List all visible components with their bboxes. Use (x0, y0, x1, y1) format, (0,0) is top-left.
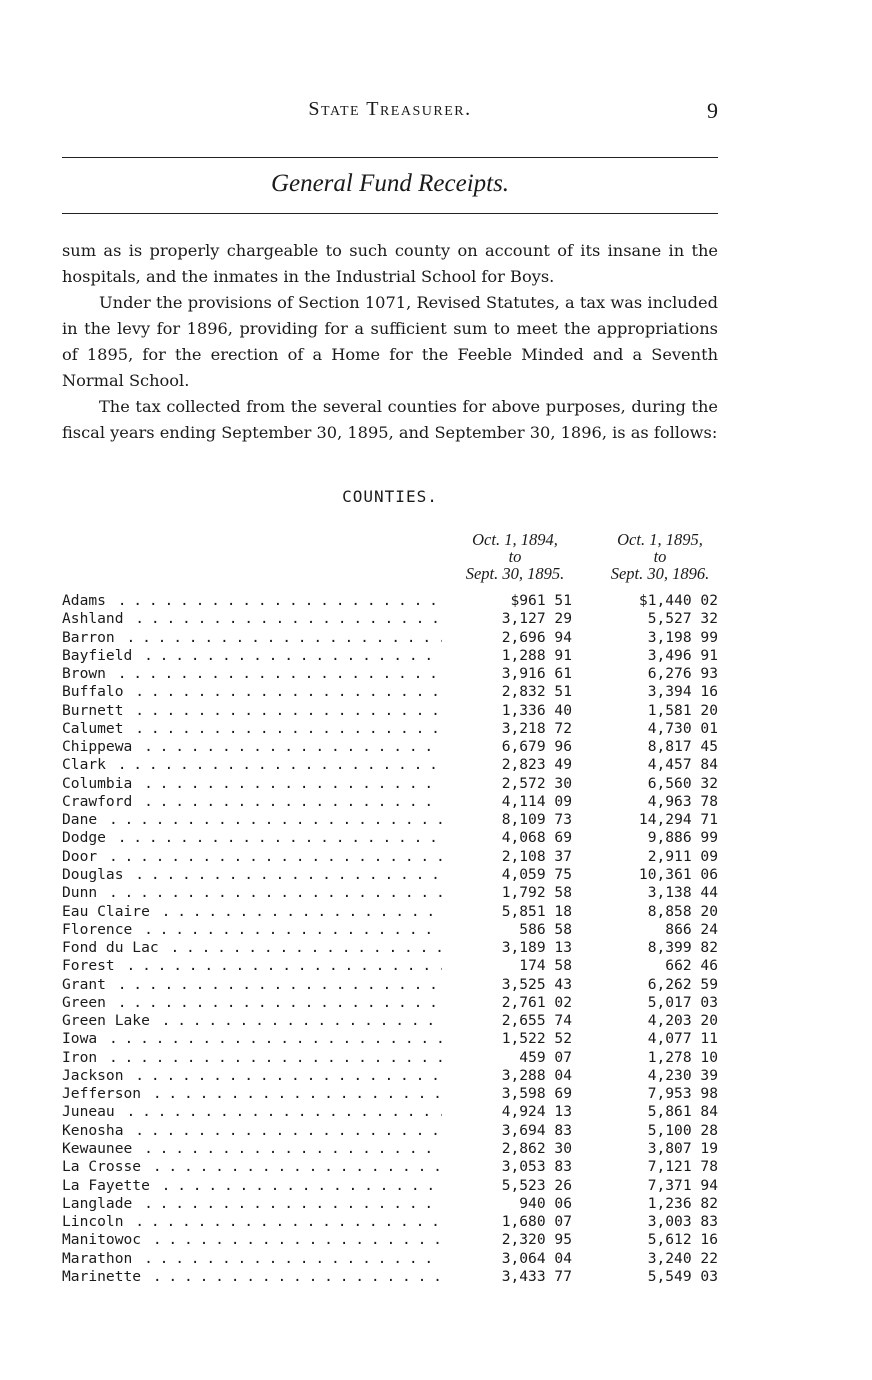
amount-1896: 14,294 71 (638, 811, 718, 829)
county-name: Green Lake (62, 1012, 154, 1029)
amount-1896: 10,361 06 (638, 865, 718, 883)
amount-1895: 2,108 37 (501, 847, 572, 865)
table-row (62, 903, 722, 921)
county-name: Douglas (62, 866, 128, 883)
county-name: Calumet (62, 720, 128, 737)
amount-1895: 3,525 43 (501, 975, 572, 993)
table-row (62, 1213, 722, 1231)
amount-1896: 1,581 20 (647, 701, 718, 719)
table-row (62, 756, 722, 774)
table-row (62, 720, 722, 738)
amount-1896: 4,230 39 (647, 1066, 718, 1084)
table-title: COUNTIES. (342, 487, 438, 506)
county-cell (62, 610, 442, 628)
table-row (62, 811, 722, 829)
amount-1895: 940 06 (519, 1194, 572, 1212)
table-row (62, 1103, 722, 1121)
amount-1896: 4,457 84 (647, 756, 718, 774)
county-cell (62, 629, 442, 647)
county-name: La Fayette (62, 1177, 154, 1194)
county-cell (62, 1012, 442, 1030)
amount-1896: 662 46 (665, 957, 718, 975)
body-text (62, 238, 718, 446)
table-row (62, 647, 722, 665)
county-name: Florence (62, 921, 136, 938)
column-header-1896 (585, 531, 735, 582)
amount-1895: 2,696 94 (501, 628, 572, 646)
amount-1896: 3,138 44 (647, 884, 718, 902)
column-header-line: Oct. 1, 1894, (472, 530, 558, 549)
table-row (62, 884, 722, 902)
paragraph: The tax collected from the several counties for above purposes, during the fiscal years ending September 30, 1895, and September 30, 1896, is as follows: (62, 397, 718, 442)
amount-1895: 2,572 30 (501, 774, 572, 792)
amount-1896: 3,496 91 (647, 646, 718, 664)
paragraph: sum as is properly chargeable to such county on account of its insane in the hospitals, and the inmates in the Industrial School for Boys. (62, 241, 718, 286)
amount-1895: 3,064 04 (501, 1249, 572, 1267)
amount-1896: 3,198 99 (647, 628, 718, 646)
county-cell (62, 994, 442, 1012)
table-row (62, 1030, 722, 1048)
amount-1895: 6,679 96 (501, 738, 572, 756)
county-cell (62, 1231, 442, 1249)
amount-1895: 3,916 61 (501, 665, 572, 683)
county-name: Grant (62, 976, 110, 993)
column-header-line: Sept. 30, 1896. (610, 564, 710, 583)
county-cell (62, 1103, 442, 1121)
county-cell (62, 1122, 442, 1140)
county-cell (62, 592, 442, 610)
county-cell (62, 756, 442, 774)
county-name: Forest (62, 957, 119, 974)
table-row (62, 793, 722, 811)
paragraph: Under the provisions of Section 1071, Revised Statutes, a tax was included in the levy for 1896, providing for a sufficient sum to meet the appropriations of 1895, for the erection of a Home for the Feeble Minded and a Seventh Normal School. (62, 293, 718, 390)
county-cell (62, 811, 442, 829)
county-name: Langlade (62, 1195, 136, 1212)
table-row (62, 829, 722, 847)
county-cell (62, 939, 442, 957)
amount-1895: 3,218 72 (501, 719, 572, 737)
county-cell (62, 976, 442, 994)
amount-1896: 7,371 94 (647, 1176, 718, 1194)
amount-1895: 3,127 29 (501, 610, 572, 628)
county-cell (62, 866, 442, 884)
county-name: Juneau (62, 1103, 119, 1120)
county-name: Buffalo (62, 683, 128, 700)
amount-1895: 2,761 02 (501, 993, 572, 1011)
table-row (62, 1158, 722, 1176)
table-row (62, 629, 722, 647)
amount-1896: 5,017 03 (647, 993, 718, 1011)
section-heading: General Fund Receipts. (270, 170, 510, 197)
amount-1896: 5,861 84 (647, 1103, 718, 1121)
amount-1895: 4,059 75 (501, 865, 572, 883)
table-row (62, 976, 722, 994)
amount-1896: 3,003 83 (647, 1213, 718, 1231)
amount-1896: 5,527 32 (647, 610, 718, 628)
amount-1895: 4,114 09 (501, 792, 572, 810)
county-cell (62, 738, 442, 756)
column-header-line: Sept. 30, 1895. (465, 564, 565, 583)
county-cell (62, 903, 442, 921)
county-cell (62, 1250, 442, 1268)
running-head (62, 98, 718, 128)
county-name: Brown (62, 665, 110, 682)
amount-1896: 8,858 20 (647, 902, 718, 920)
amount-1895: 459 07 (519, 1048, 572, 1066)
table-row (62, 1067, 722, 1085)
county-cell (62, 1213, 442, 1231)
amount-1896: 3,240 22 (647, 1249, 718, 1267)
table-row (62, 1012, 722, 1030)
county-name: Adams (62, 592, 110, 609)
county-name: Iron (62, 1049, 101, 1066)
county-name: Door (62, 848, 101, 865)
county-table (62, 592, 722, 1286)
county-name: Columbia (62, 775, 136, 792)
amount-1895: 174 58 (519, 957, 572, 975)
amount-1896: 3,807 19 (647, 1139, 718, 1157)
column-header-line: to (653, 547, 667, 566)
county-name: Iowa (62, 1030, 101, 1047)
county-cell (62, 1195, 442, 1213)
table-row (62, 957, 722, 975)
county-cell (62, 683, 442, 701)
table-row (62, 1250, 722, 1268)
county-name: Jackson (62, 1067, 128, 1084)
amount-1896: 9,886 99 (647, 829, 718, 847)
table-row (62, 1122, 722, 1140)
county-cell (62, 793, 442, 811)
county-cell (62, 848, 442, 866)
table-row (62, 866, 722, 884)
amount-1895: 1,680 07 (501, 1213, 572, 1231)
county-cell (62, 720, 442, 738)
amount-1895: 2,823 49 (501, 756, 572, 774)
page-number: 9 (707, 98, 718, 123)
county-name: Marathon (62, 1250, 136, 1267)
column-header-line: to (508, 547, 522, 566)
table-row (62, 683, 722, 701)
table-row (62, 1268, 722, 1286)
amount-1895: 3,598 69 (501, 1085, 572, 1103)
table-row (62, 1177, 722, 1195)
amount-1896: 8,399 82 (647, 939, 718, 957)
amount-1895: 2,832 51 (501, 683, 572, 701)
table-row (62, 1085, 722, 1103)
amount-1895: 3,189 13 (501, 939, 572, 957)
top-rule (62, 157, 718, 158)
county-cell (62, 1030, 442, 1048)
table-row (62, 939, 722, 957)
table-row (62, 848, 722, 866)
amount-1896: 6,276 93 (647, 665, 718, 683)
amount-1895: 1,792 58 (501, 884, 572, 902)
county-name: Kewaunee (62, 1140, 136, 1157)
county-name: Eau Claire (62, 903, 154, 920)
table-row (62, 921, 722, 939)
amount-1896: 1,278 10 (647, 1048, 718, 1066)
amount-1895: 2,862 30 (501, 1139, 572, 1157)
amount-1895: 3,053 83 (501, 1158, 572, 1176)
county-name: Burnett (62, 702, 128, 719)
county-cell (62, 829, 442, 847)
county-name: Ashland (62, 610, 128, 627)
amount-1896: 4,730 01 (647, 719, 718, 737)
table-row (62, 702, 722, 720)
amount-1895: 3,288 04 (501, 1066, 572, 1084)
table-row (62, 775, 722, 793)
amount-1896: 6,560 32 (647, 774, 718, 792)
county-cell (62, 665, 442, 683)
county-name: Crawford (62, 793, 136, 810)
amount-1896: 1,236 82 (647, 1194, 718, 1212)
amount-1895: 4,924 13 (501, 1103, 572, 1121)
county-name: Chippewa (62, 738, 136, 755)
amount-1895: 5,851 18 (501, 902, 572, 920)
amount-1896: 5,549 03 (647, 1267, 718, 1285)
amount-1896: 866 24 (665, 920, 718, 938)
column-header-1895 (440, 531, 590, 582)
county-cell (62, 957, 442, 975)
column-header-line: Oct. 1, 1895, (617, 530, 703, 549)
county-name: Barron (62, 629, 119, 646)
county-cell (62, 1067, 442, 1085)
county-name: Green (62, 994, 110, 1011)
county-cell (62, 1268, 442, 1286)
amount-1896: 6,262 59 (647, 975, 718, 993)
amount-1895: 2,320 95 (501, 1231, 572, 1249)
amount-1896: 2,911 09 (647, 847, 718, 865)
table-row (62, 1231, 722, 1249)
county-name: Bayfield (62, 647, 136, 664)
county-cell (62, 1177, 442, 1195)
amount-1895: 1,336 40 (501, 701, 572, 719)
amount-1896: 4,077 11 (647, 1030, 718, 1048)
amount-1895: 5,523 26 (501, 1176, 572, 1194)
county-cell (62, 775, 442, 793)
amount-1895: 586 58 (519, 920, 572, 938)
amount-1895: 2,655 74 (501, 1012, 572, 1030)
table-row (62, 1195, 722, 1213)
county-cell (62, 1049, 442, 1067)
county-cell (62, 647, 442, 665)
amount-1896: 7,953 98 (647, 1085, 718, 1103)
table-row (62, 665, 722, 683)
amount-1895: 3,694 83 (501, 1121, 572, 1139)
amount-1896: 4,203 20 (647, 1012, 718, 1030)
amount-1896: 8,817 45 (647, 738, 718, 756)
amount-1896: 4,963 78 (647, 792, 718, 810)
county-cell (62, 1140, 442, 1158)
county-cell (62, 1158, 442, 1176)
county-name: Manitowoc (62, 1231, 145, 1248)
table-row (62, 592, 722, 610)
table-row (62, 610, 722, 628)
county-name: Marinette (62, 1268, 145, 1285)
county-name: Fond du Lac (62, 939, 163, 956)
county-name: Lincoln (62, 1213, 128, 1230)
table-row (62, 738, 722, 756)
amount-1895: 4,068 69 (501, 829, 572, 847)
table-row (62, 1140, 722, 1158)
amount-1895: 8,109 73 (501, 811, 572, 829)
amount-1896: 5,612 16 (647, 1231, 718, 1249)
amount-1895: 1,288 91 (501, 646, 572, 664)
amount-1896: 7,121 78 (647, 1158, 718, 1176)
table-row (62, 1049, 722, 1067)
county-cell (62, 921, 442, 939)
county-name: Kenosha (62, 1122, 128, 1139)
county-name: Dunn (62, 884, 101, 901)
running-title: State Treasurer. (308, 98, 472, 120)
county-cell (62, 702, 442, 720)
county-name: La Crosse (62, 1158, 145, 1175)
table-row (62, 994, 722, 1012)
county-cell (62, 884, 442, 902)
amount-1896: 5,100 28 (647, 1121, 718, 1139)
county-cell (62, 1085, 442, 1103)
amount-1896: $1,440 02 (638, 592, 718, 609)
amount-1896: 3,394 16 (647, 683, 718, 701)
county-name: Clark (62, 756, 110, 773)
amount-1895: 1,522 52 (501, 1030, 572, 1048)
county-name: Dodge (62, 829, 110, 846)
bottom-rule (62, 213, 718, 214)
county-name: Jefferson (62, 1085, 145, 1102)
amount-1895: 3,433 77 (501, 1267, 572, 1285)
county-name: Dane (62, 811, 101, 828)
amount-1895: $961 51 (510, 592, 572, 609)
